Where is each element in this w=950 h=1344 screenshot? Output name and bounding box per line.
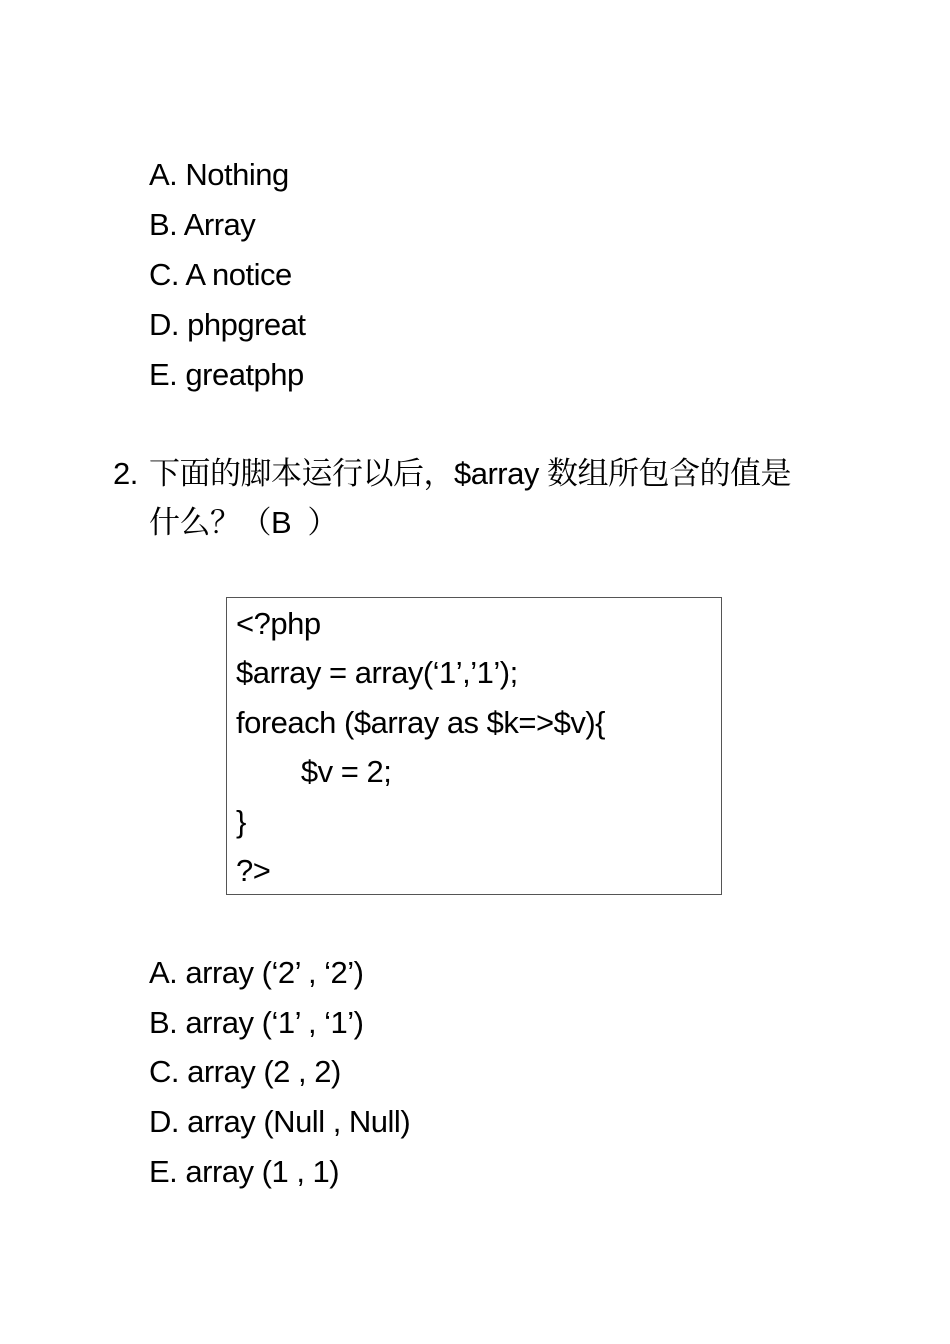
code-line-6: ?> xyxy=(236,853,271,888)
q1-option-a: A. Nothing xyxy=(149,157,289,192)
code-line-1: <?php xyxy=(236,606,321,641)
code-line-4: $v = 2; xyxy=(236,754,392,789)
q2-number: 2. xyxy=(113,456,138,491)
code-line-5: } xyxy=(236,804,246,839)
q2-text-line1: 下面的脚本运行以后，$array 数组所包含的值是 xyxy=(149,456,791,491)
q1-option-c: C. A notice xyxy=(149,257,292,292)
q2-text-line2: 什么？（B ） xyxy=(149,505,338,540)
q2-option-e: E. array (1 , 1) xyxy=(149,1154,340,1189)
q2-option-a: A. array (‘2’ , ‘2’) xyxy=(149,955,364,990)
code-line-2: $array = array(‘1’,’1’); xyxy=(236,655,518,690)
code-block xyxy=(226,597,722,895)
code-line-3: foreach ($array as $k=>$v){ xyxy=(236,705,606,740)
q1-option-b: B. Array xyxy=(149,207,256,242)
q2-option-b: B. array (‘1’ , ‘1’) xyxy=(149,1005,364,1040)
q1-option-e: E. greatphp xyxy=(149,357,304,392)
q2-option-d: D. array (Null , Null) xyxy=(149,1104,411,1139)
q1-option-d: D. phpgreat xyxy=(149,307,306,342)
q2-option-c: C. array (2 , 2) xyxy=(149,1054,341,1089)
